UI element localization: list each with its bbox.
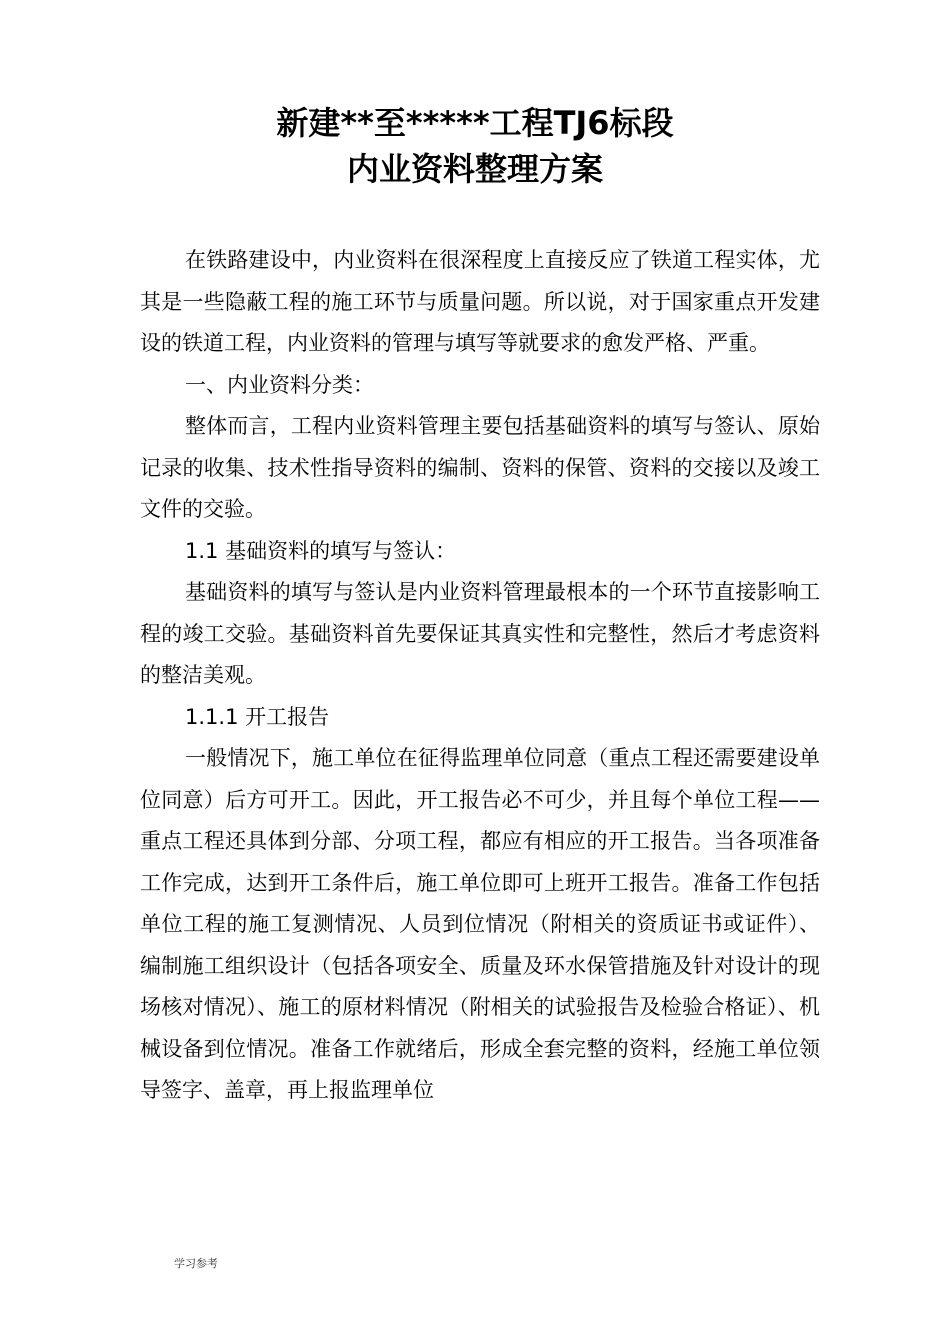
title-block bbox=[0, 100, 950, 192]
footer-note: 学习参考 bbox=[174, 1257, 218, 1270]
document-title-line-1: 新建**至*****工程TJ6标段 bbox=[276, 104, 674, 142]
paragraph-basic-data: 基础资料的填写与签认是内业资料管理最根本的一个环节直接影响工程的竣工交验。基础资料首先要保证其真实性和完整性，然后才考虑资料的整洁美观。 bbox=[140, 580, 820, 687]
document-body bbox=[140, 240, 820, 1112]
section-heading-1-1-1: 1.1.1 开工报告 bbox=[185, 704, 330, 729]
paragraph-intro: 在铁路建设中，内业资料在很深程度上直接反应了铁道工程实体，尤其是一些隐蔽工程的施工环节与质量问题。所以说，对于国家重点开发建设的铁道工程，内业资料的管理与填写等就要求的愈发严格、严重。 bbox=[140, 248, 820, 355]
paragraph-start-report: 一般情况下，施工单位在征得监理单位同意（重点工程还需要建设单位同意）后方可开工。因此，开工报告必不可少，并且每个单位工程——重点工程还具体到分部、分项工程，都应有相应的开工报告。当各项准备工作完成，达到开工条件后，施工单位即可上班开工报告。准备工作包括单位工程的施工复测情况、人员到位情况（附相关的资质证书或证件）、编制施工组织设计（包括各项安全、质量及环水保管措施及针对设计的现场核对情况）、施工的原材料情况（附相关的试验报告及检验合格证）、机械设备到位情况。准备工作就绪后，形成全套完整的资料，经施工单位领导签字、盖章，再上报监理单位 bbox=[140, 746, 820, 1102]
section-heading-1-1: 1.1 基础资料的填写与签认： bbox=[185, 538, 457, 563]
document-title-line-2: 内业资料整理方案 bbox=[346, 150, 603, 188]
paragraph-overview: 整体而言，工程内业资料管理主要包括基础资料的填写与签认、原始记录的收集、技术性指导资料的编制、资料的保管、资料的交接以及竣工文件的交验。 bbox=[140, 414, 820, 521]
section-heading-1: 一、内业资料分类： bbox=[185, 372, 374, 397]
